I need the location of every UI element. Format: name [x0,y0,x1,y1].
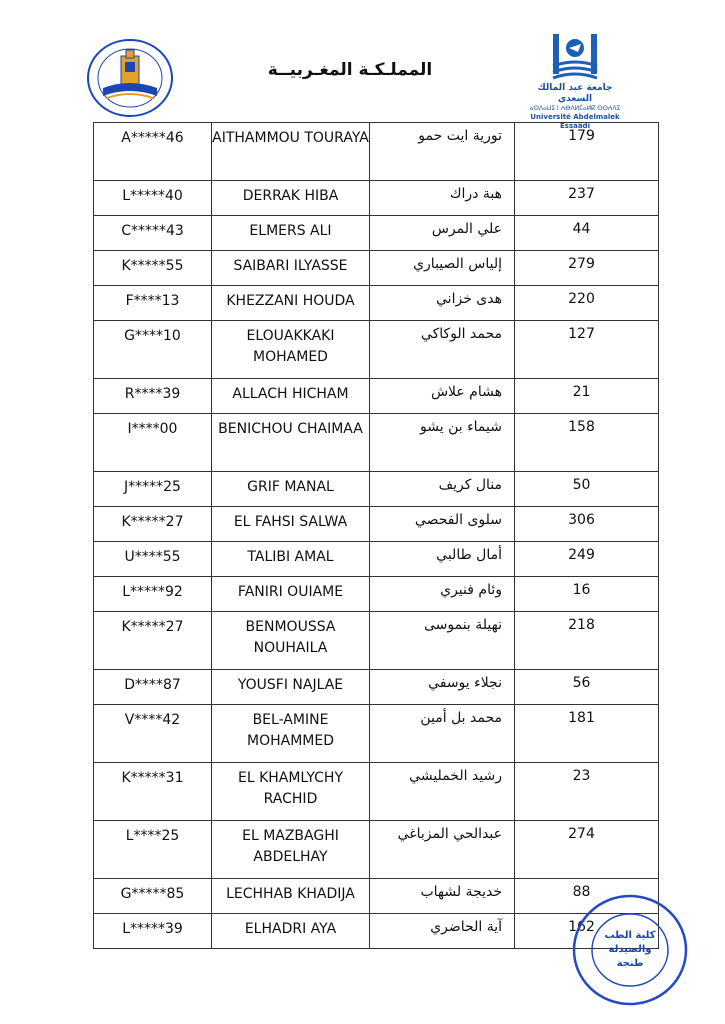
student-id-cell: K*****31 [94,763,212,821]
student-id-cell: C*****43 [94,216,212,251]
latin-name-cell: BENMOUSSA NOUHAILA [212,612,370,670]
arabic-name-cell: علي المرس [370,216,515,251]
latin-name-cell: ELMERS ALI [212,216,370,251]
number-cell: 179 [515,123,659,181]
number-cell: 16 [515,577,659,612]
latin-name-cell: EL MAZBAGHI ABDELHAY [212,821,370,879]
latin-name-cell: YOUSFI NAJLAE [212,670,370,705]
number-cell: 158 [515,414,659,472]
student-id-cell: K*****27 [94,612,212,670]
table-row [94,577,659,612]
table-row [94,670,659,705]
arabic-name-cell: هشام علاش [370,379,515,414]
table-row [94,472,659,507]
student-id-cell: G*****85 [94,879,212,914]
table-row [94,612,659,670]
table-row [94,705,659,763]
latin-name-cell: ALLACH HICHAM [212,379,370,414]
latin-name-cell: SAIBARI ILYASSE [212,251,370,286]
latin-name-cell: GRIF MANAL [212,472,370,507]
table-row [94,821,659,879]
student-id-cell: L*****92 [94,577,212,612]
number-cell: 181 [515,705,659,763]
number-cell: 23 [515,763,659,821]
student-id-cell: K*****27 [94,507,212,542]
latin-name-cell: FANIRI OUIAME [212,577,370,612]
university-emblem-icon [545,30,605,82]
student-id-cell: I****00 [94,414,212,472]
university-logo [520,30,630,130]
stamp-line-1: كلية الطب [604,930,656,941]
faculty-logo [85,38,175,118]
number-cell: 21 [515,379,659,414]
arabic-name-cell: آية الحاضري [370,914,515,949]
arabic-name-cell: سلوى الفحصي [370,507,515,542]
arabic-name-cell: هدى خزاني [370,286,515,321]
university-name-tifinagh: ⴰⵙⴷⴰⵡⵉ ⵏ ⵄⴱⴷⵍⵎⴰⵍⴽ ⵙⵙⵄⴷⵉ [529,105,621,112]
student-id-cell: G****10 [94,321,212,379]
table-row [94,379,659,414]
student-id-cell: R****39 [94,379,212,414]
number-cell: 56 [515,670,659,705]
university-name-french: Université Abdelmalek Essaâdi [530,113,620,130]
number-cell: 220 [515,286,659,321]
student-id-cell: K*****55 [94,251,212,286]
arabic-name-cell: شيماء بن يشو [370,414,515,472]
latin-name-cell: EL KHAMLYCHY RACHID [212,763,370,821]
latin-name-cell: ELOUAKKAKI MOHAMED [212,321,370,379]
number-cell: 279 [515,251,659,286]
latin-name-cell: ELHADRI AYA [212,914,370,949]
latin-name-cell: AITHAMMOU TOURAYA [212,123,370,181]
student-id-cell: L*****40 [94,181,212,216]
university-name-arabic: جامعة عبد المالك السعدي [537,83,613,104]
number-cell: 44 [515,216,659,251]
latin-name-cell: EL FAHSI SALWA [212,507,370,542]
table-row [94,414,659,472]
table-row [94,123,659,181]
student-id-cell: L****25 [94,821,212,879]
student-id-cell: V****42 [94,705,212,763]
number-cell: 306 [515,507,659,542]
arabic-name-cell: تورية ايت حمو [370,123,515,181]
number-cell: 162 [515,914,659,949]
table-row [94,286,659,321]
number-cell: 249 [515,542,659,577]
arabic-name-cell: محمد الوكاكي [370,321,515,379]
arabic-name-cell: منال كريف [370,472,515,507]
arabic-name-cell: عبدالحي المزباغي [370,821,515,879]
arabic-name-cell: إلياس الصيباري [370,251,515,286]
number-cell: 127 [515,321,659,379]
latin-name-cell: BEL-AMINE MOHAMMED [212,705,370,763]
table-row [94,216,659,251]
latin-name-cell: DERRAK HIBA [212,181,370,216]
arabic-name-cell: رشيد الخمليشي [370,763,515,821]
arabic-name-cell: محمد بل أمين [370,705,515,763]
arabic-name-cell: وئام فنيري [370,577,515,612]
arabic-name-cell: أمال طالبي [370,542,515,577]
student-id-cell: J*****25 [94,472,212,507]
stamp-line-2: والصيدلة [608,944,652,955]
student-list-table [93,122,659,949]
table-row [94,763,659,821]
number-cell: 50 [515,472,659,507]
latin-name-cell: TALIBI AMAL [212,542,370,577]
latin-name-cell: LECHHAB KHADIJA [212,879,370,914]
latin-name-cell: KHEZZANI HOUDA [212,286,370,321]
table-row [94,321,659,379]
page-header [0,0,725,130]
table-row [94,542,659,577]
arabic-name-cell: نهيلة بنموسى [370,612,515,670]
student-id-cell: U****55 [94,542,212,577]
kingdom-title: المملـكـة المغـربيــة [267,60,433,80]
table-row [94,181,659,216]
arabic-name-cell: خديجة لشهاب [370,879,515,914]
table-row [94,251,659,286]
number-cell: 218 [515,612,659,670]
student-id-cell: F****13 [94,286,212,321]
student-id-cell: D****87 [94,670,212,705]
latin-name-cell: BENICHOU CHAIMAA [212,414,370,472]
number-cell: 237 [515,181,659,216]
number-cell: 88 [515,879,659,914]
student-id-cell: L*****39 [94,914,212,949]
arabic-name-cell: نجلاء يوسفي [370,670,515,705]
number-cell: 274 [515,821,659,879]
faculty-stamp [571,892,689,1008]
table-row [94,507,659,542]
stamp-line-3: طنجة [616,958,644,969]
arabic-name-cell: هبة دراك [370,181,515,216]
student-id-cell: A*****46 [94,123,212,181]
